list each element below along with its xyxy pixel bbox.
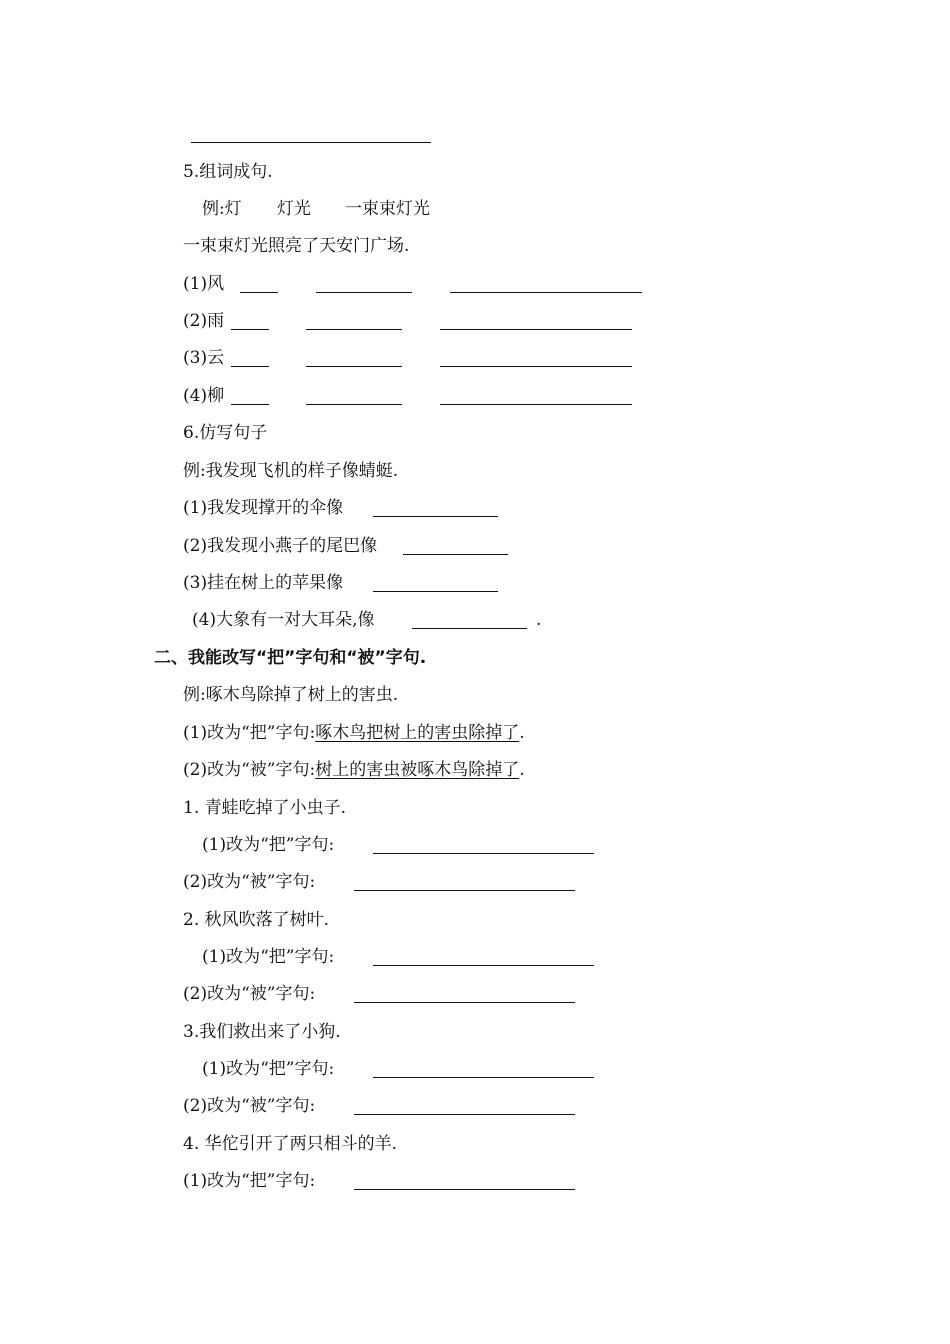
answer-line[interactable]: [231, 366, 269, 367]
answer-line[interactable]: [412, 628, 527, 629]
period: .: [519, 723, 525, 743]
section-title: 6.仿写句子: [183, 423, 268, 443]
answer-line[interactable]: [354, 1114, 575, 1115]
answer-line[interactable]: [403, 554, 508, 555]
answer-line[interactable]: [440, 366, 632, 367]
period: .: [519, 760, 525, 780]
question-sentence: 1. 青蛙吃掉了小虫子.: [183, 798, 347, 818]
end-period: .: [536, 610, 542, 630]
answer-line[interactable]: [440, 329, 632, 330]
example-word: 灯光: [277, 199, 311, 219]
prompt: (4)大象有一对大耳朵,像: [192, 610, 375, 630]
bei-label: (2)改为“被”字句:: [183, 984, 316, 1004]
bei-label: (2)改为“被”字句:: [183, 760, 316, 780]
answer-line[interactable]: [373, 853, 594, 854]
answer-line[interactable]: [306, 404, 402, 405]
bei-label: (2)改为“被”字句:: [183, 872, 316, 892]
answer-line[interactable]: [316, 292, 412, 293]
ba-label: (1)改为“把”字句:: [202, 947, 335, 967]
example-sentence: 一束束灯光照亮了天安门广场.: [183, 236, 410, 256]
answer-line[interactable]: [231, 329, 269, 330]
answer-line[interactable]: [373, 591, 498, 592]
example-ba: [183, 721, 525, 745]
answer-line[interactable]: [306, 366, 402, 367]
answer-line[interactable]: [450, 292, 642, 293]
answer-line[interactable]: [354, 1189, 575, 1190]
item-label: (1)风: [183, 274, 225, 294]
question-sentence: 2. 秋风吹落了树叶.: [183, 910, 330, 930]
prompt: (2)我发现小燕子的尾巴像: [183, 536, 378, 556]
section-title: 5.组词成句.: [183, 162, 273, 182]
example-bei: [183, 758, 525, 782]
ba-label: (1)改为“把”字句:: [202, 835, 335, 855]
answer-line[interactable]: [306, 329, 402, 330]
question-sentence: 4. 华佗引开了两只相斗的羊.: [183, 1134, 398, 1154]
prompt: (1)我发现撑开的伞像: [183, 498, 344, 518]
answer-line[interactable]: [231, 404, 269, 405]
example-sentence: 例:啄木鸟除掉了树上的害虫.: [183, 685, 399, 705]
ba-label: (1)改为“把”字句:: [202, 1059, 335, 1079]
answer-line[interactable]: [373, 1077, 594, 1078]
answer-line[interactable]: [440, 404, 632, 405]
item-label: (3)云: [183, 348, 225, 368]
answer-line[interactable]: [373, 965, 594, 966]
answer-line[interactable]: [354, 1002, 575, 1003]
ba-answer: 啄木鸟把树上的害虫除掉了: [315, 723, 520, 743]
bei-label: (2)改为“被”字句:: [183, 1096, 316, 1116]
answer-line[interactable]: [373, 516, 498, 517]
example-sentence: 例:我发现飞机的样子像蜻蜓.: [183, 461, 399, 481]
item-label: (4)柳: [183, 386, 225, 406]
item-label: (2)雨: [183, 311, 225, 331]
answer-line[interactable]: [191, 142, 431, 143]
question-sentence: 3.我们救出来了小狗.: [183, 1022, 341, 1042]
bei-answer: 树上的害虫被啄木鸟除掉了: [315, 760, 520, 780]
ba-label: (1)改为“把”字句:: [183, 1171, 316, 1191]
answer-line[interactable]: [240, 292, 278, 293]
example-word: 一束束灯光: [345, 199, 430, 219]
prompt: (3)挂在树上的苹果像: [183, 573, 344, 593]
part-heading: 二、我能改写“把”字句和“被”字句.: [154, 648, 427, 668]
example-word: 例:灯: [202, 199, 242, 219]
ba-label: (1)改为“把”字句:: [183, 723, 316, 743]
answer-line[interactable]: [354, 890, 575, 891]
